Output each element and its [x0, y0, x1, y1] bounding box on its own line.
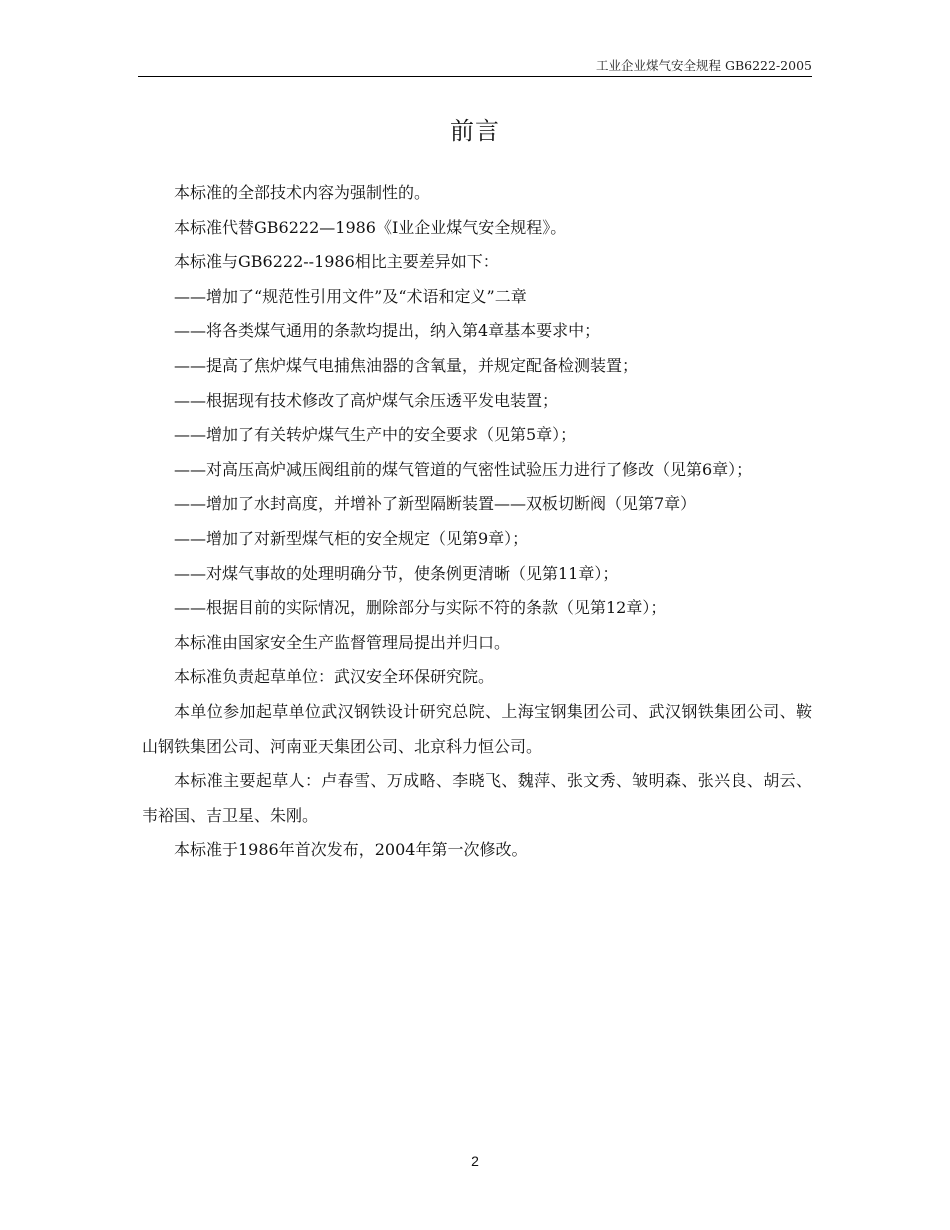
list-item-difference: ——根据目前的实际情况，删除部分与实际不符的条款（见第12章）；	[174, 598, 667, 618]
paragraph-drafting-unit: 本标准负责起草单位：武汉安全环保研究院。	[174, 667, 495, 687]
list-item-difference: ——提高了焦炉煤气电捕焦油器的含氧量，并规定配备检测装置；	[174, 355, 639, 375]
paragraph-differences-intro: 本标准与GB6222--1986相比主要差异如下：	[174, 252, 499, 272]
paragraph-participating-units: 本单位参加起草单位武汉钢铁设计研究总院、上海宝钢集团公司、武汉钢铁集团公司、鞍山钢铁集团公司、河南亚天集团公司、北京科力恒公司。	[142, 701, 812, 756]
paragraph-publication-history: 本标准于1986年首次发布，2004年第一次修改。	[174, 840, 528, 860]
list-item-difference: ——将各类煤气通用的条款均提出，纳入第4章基本要求中；	[174, 321, 601, 341]
list-item-difference: ——根据现有技术修改了高炉煤气余压透平发电装置；	[174, 390, 559, 410]
page-number: 2	[471, 1153, 479, 1169]
paragraph-proposer: 本标准由国家安全生产监督管理局提出并归口。	[174, 632, 511, 652]
list-item-difference: ——增加了水封高度，并增补了新型隔断装置——双板切断阀（见第7章）	[174, 494, 697, 514]
document-body	[142, 176, 812, 868]
list-item-difference: ——增加了有关转炉煤气生产中的安全要求（见第5章）；	[174, 425, 577, 445]
paragraph-drafters: 本标准主要起草人：卢春雪、万成略、李晓飞、魏萍、张文秀、皱明森、张兴良、胡云、韦裕国、吉卫星、朱刚。	[142, 771, 812, 825]
list-item-difference: ——增加了“规范性引用文件”及“术语和定义”二章	[174, 286, 527, 306]
page-title: 前言	[450, 117, 500, 145]
paragraph-mandatory: 本标准的全部技术内容为强制性的。	[174, 183, 431, 202]
running-title: 工业企业煤气安全规程 GB6222-2005	[596, 58, 812, 73]
list-item-difference: ——增加了对新型煤气柜的安全规定（见第9章）；	[174, 528, 529, 548]
list-item-difference: ——对煤气事故的处理明确分节，使条例更清晰（见第11章）；	[174, 563, 619, 583]
page-header	[138, 56, 812, 77]
list-item-difference: ——对高压高炉减压阀组前的煤气管道的气密性试验压力进行了修改（见第6章）；	[174, 459, 753, 479]
paragraph-replaces: 本标准代替GB6222—1986《I业企业煤气安全规程》。	[174, 217, 567, 237]
